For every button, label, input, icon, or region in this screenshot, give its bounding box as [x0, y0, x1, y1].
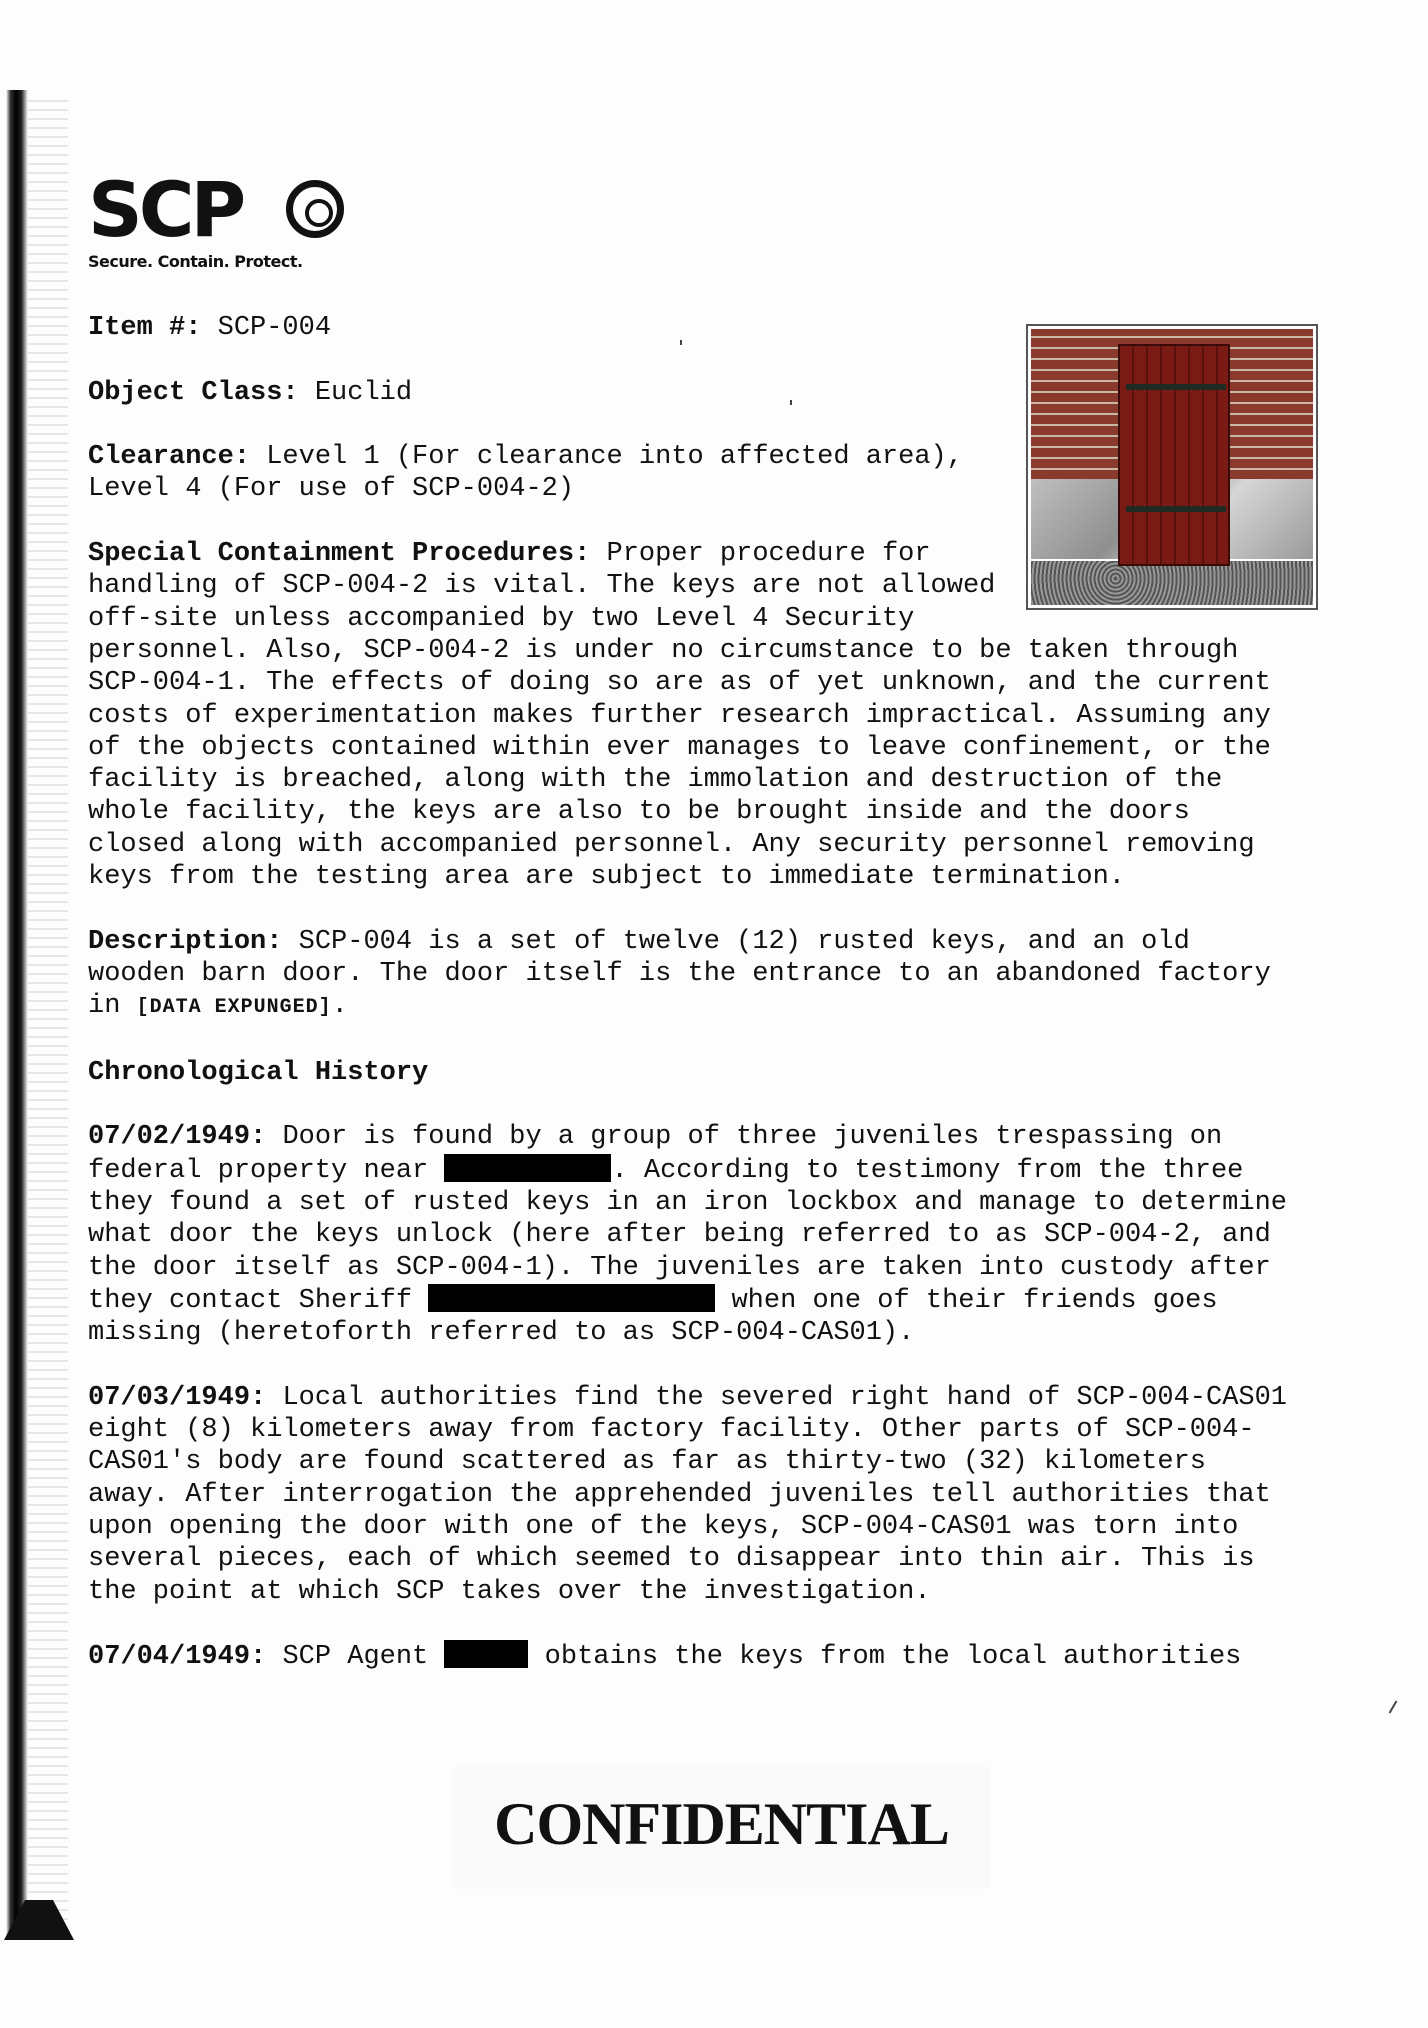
- description-text: SCP-004 is a set of twelve (12) rusted keys, and an old wooden barn door. The door itself is the entrance to an abandoned factory in: [88, 926, 1271, 1022]
- item-label: Item #:: [88, 313, 202, 343]
- door-hinge: [1126, 506, 1226, 512]
- clearance-label: Clearance:: [88, 442, 251, 473]
- description: [88, 926, 1303, 1025]
- entry-text: Local authorities find the severed right hand of SCP-004-CAS01 eight (8) kilometers away from factory facility. Other parts of SCP-004-CAS01's body are found scattered as far as thirty-two (32) kilometers away. After interrogation the apprehended juveniles tell authorities that upon opening the door with one of the keys, SCP-004-CAS01 was torn into several pieces, each of which seemed to disappear into thin air. This is the point at which SCP takes over the investigation.: [88, 1382, 1288, 1607]
- procedures-text: Proper procedure for handling of SCP-004-2 is vital. The keys are not allowed off-site unless accompanied by two Level 4 Security personnel. Also, SCP-004-2 is under no circumstance to be taken through SCP-004-1. The effects of doing so are as of yet unknown, and the current costs of experimentation makes further research impractical. Assuming any of the objects contained within ever manages to leave confinement, or the facility is breached, along with the immolation and destruction of the whole facility, the keys are also to be brought inside and the doors closed along with accompanied personnel. Any security personnel removing keys from the testing area are subject to immediate termination.: [88, 539, 1271, 893]
- barn-door: [1118, 344, 1230, 566]
- history-entry: [88, 1382, 1303, 1608]
- entry-text: when one of their friends goes missing (heretoforth referred to as SCP-004-CAS01).: [88, 1285, 1218, 1349]
- scp-logo: [88, 165, 353, 278]
- entry-date: 07/04/1949:: [88, 1642, 267, 1673]
- logo-tagline: Secure. Contain. Protect.: [88, 252, 303, 271]
- redaction-bar: [444, 1154, 611, 1182]
- description-end: .: [331, 991, 348, 1022]
- scp-seal-icon: [286, 180, 344, 238]
- history-entry: [88, 1121, 1303, 1349]
- scanned-page-edge: [6, 90, 28, 1940]
- procedures-label: Special Containment Procedures:: [88, 539, 591, 570]
- logo-wordmark: SCP: [88, 165, 243, 254]
- door-hinge: [1126, 384, 1226, 390]
- scanned-page-edge-noise: [28, 100, 68, 1930]
- confidential-stamp: CONFIDENTIAL: [494, 1791, 949, 1857]
- entry-text: . According to testimony from the three they found a set of rusted keys in an iron lockbox and manage to determine what door the keys unlock (here after being referred to as SCP-004-2, and the door itself as SCP-004-1). The juveniles are taken into custody after they contact Sheriff: [88, 1155, 1287, 1316]
- entry-text: obtains the keys from the local authorities: [528, 1642, 1242, 1673]
- redaction-bar: [428, 1284, 715, 1312]
- entry-date: 07/03/1949:: [88, 1382, 267, 1413]
- object-class-label: Object Class:: [88, 377, 299, 408]
- clearance-value: Level 1 (For clearance into affected area), Level 4 (For use of SCP-004-2): [88, 442, 963, 505]
- door-photo: [1026, 324, 1318, 610]
- entry-text: Door is found by a group of three juveniles trespassing on federal property near: [88, 1122, 1223, 1186]
- item-value: SCP-004: [217, 313, 332, 343]
- history-heading: Chronological History: [88, 1057, 429, 1088]
- object-class-value: Euclid: [314, 377, 413, 408]
- scan-speck: [1389, 1700, 1398, 1713]
- description-label: Description:: [88, 926, 283, 957]
- gravel-ground: [1031, 561, 1313, 605]
- data-expunged: [DATA EXPUNGED]: [136, 996, 332, 1020]
- entry-text: SCP Agent: [282, 1642, 445, 1673]
- document-body: [88, 312, 1303, 1706]
- entry-date: 07/02/1949:: [88, 1122, 267, 1153]
- history-entry: [88, 1640, 1303, 1673]
- redaction-bar: [444, 1640, 528, 1668]
